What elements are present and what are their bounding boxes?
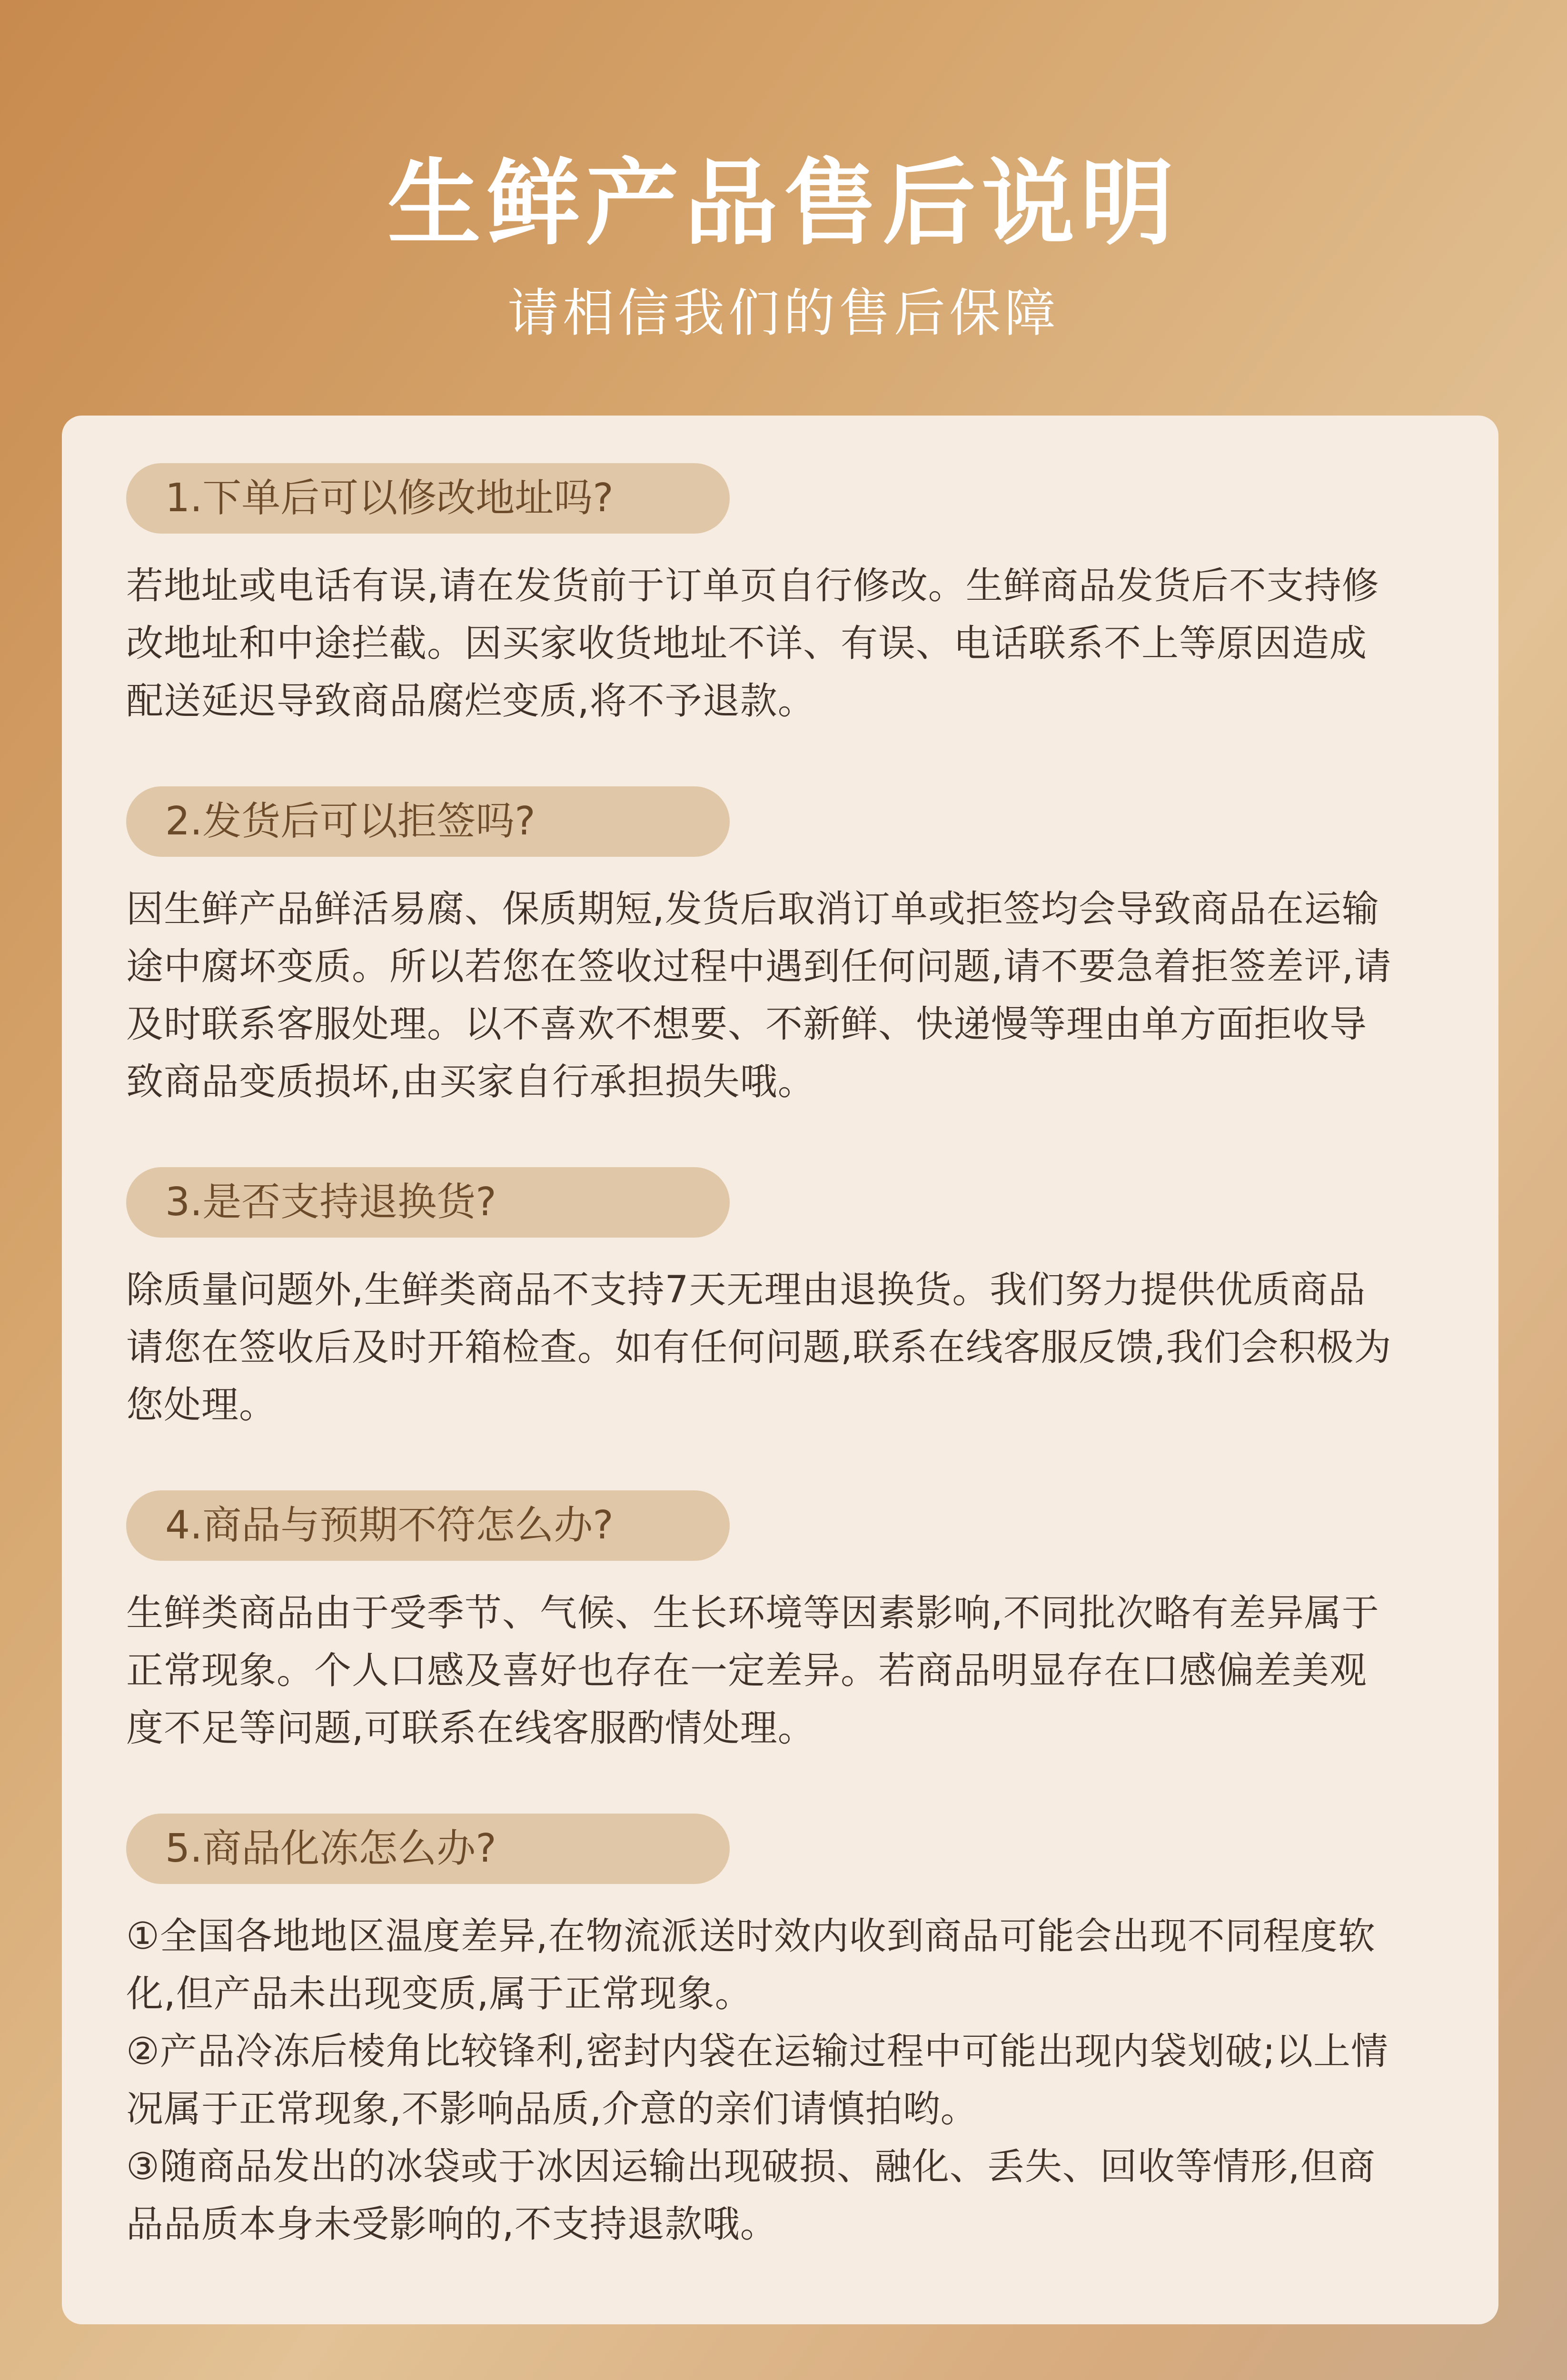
page-subtitle: 请相信我们的售后保障	[507, 284, 1060, 343]
page-header	[0, 0, 1567, 409]
faq-section-5	[126, 1814, 1403, 2253]
faq-question-2: 2.发货后可以拒签吗?	[126, 786, 730, 857]
faq-section-3	[126, 1167, 1403, 1434]
faq-answer-paragraph: 因生鲜产品鲜活易腐、保质期短,发货后取消订单或拒签均会导致商品在运输途中腐坏变质。所以若您在签收过程中遇到任何问题,请不要急着拒签差评,请及时联系客服处理。以不喜欢不想要、不新鲜、快递慢等理由单方面拒收导致商品变质损坏,由买家自行承担损失哦。	[126, 888, 1392, 1103]
faq-card	[62, 416, 1498, 2324]
faq-section-1	[126, 463, 1403, 730]
faq-answer-3	[126, 1261, 1403, 1434]
faq-answer-1	[126, 557, 1403, 730]
faq-answer-item-2: ②产品冷冻后棱角比较锋利,密封内袋在运输过程中可能出现内袋划破;以上情况属于正常现象,不影响品质,介意的亲们请慎拍哟。	[126, 2030, 1389, 2131]
faq-answer-2	[126, 881, 1403, 1111]
faq-section-2	[126, 786, 1403, 1111]
faq-section-4	[126, 1490, 1403, 1757]
faq-answer-5	[126, 1908, 1403, 2253]
faq-answer-paragraph: 除质量问题外,生鲜类商品不支持7天无理由退换货。我们努力提供优质商品请您在签收后及时开箱检查。如有任何问题,联系在线客服反馈,我们会积极为您处理。	[126, 1269, 1392, 1427]
faq-answer-paragraph: 若地址或电话有误,请在发货前于订单页自行修改。生鲜商品发货后不支持修改地址和中途拦截。因买家收货地址不详、有误、电话联系不上等原因造成配送延迟导致商品腐烂变质,将不予退款。	[126, 565, 1379, 723]
faq-answer-item-3: ③随商品发出的冰袋或于冰因运输出现破损、融化、丢失、回收等情形,但商品品质本身未受影响的,不支持退款哦。	[126, 2145, 1376, 2246]
faq-answer-4	[126, 1585, 1403, 1757]
faq-question-4: 4.商品与预期不符怎么办?	[126, 1490, 730, 1561]
page-title: 生鲜产品售后说明	[387, 149, 1180, 258]
faq-answer-item-1: ①全国各地地区温度差异,在物流派送时效内收到商品可能会出现不同程度软化,但产品未出现变质,属于正常现象。	[126, 1915, 1376, 2015]
faq-question-1: 1.下单后可以修改地址吗?	[126, 463, 730, 534]
faq-question-3: 3.是否支持退换货?	[126, 1167, 730, 1238]
faq-question-5: 5.商品化冻怎么办?	[126, 1814, 730, 1884]
faq-answer-paragraph: 生鲜类商品由于受季节、气候、生长环境等因素影响,不同批次略有差异属于正常现象。个人口感及喜好也存在一定差异。若商品明显存在口感偏差美观度不足等问题,可联系在线客服酌情处理。	[126, 1592, 1379, 1750]
